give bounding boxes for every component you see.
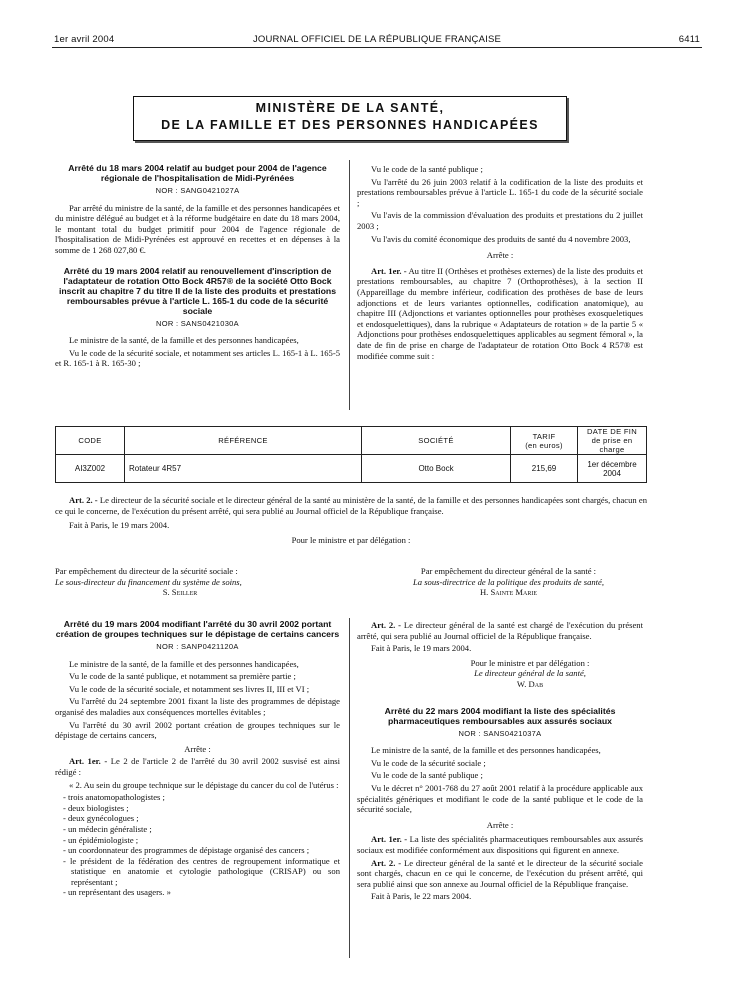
signature-left-line-1: Par empêchement du directeur de la sécurité sociale : (55, 566, 238, 576)
table-header-tarif-label: TARIF (532, 431, 556, 441)
table-header-date-fin-sub: de prise en charge (591, 436, 633, 454)
table-header-date-fin (578, 427, 647, 455)
arrete-2-title: Arrêté du 19 mars 2004 relatif au renouvellement d'inscription de l'adaptateur de rotation Otto Bock 4R57® de la société Otto Bock inscrit au chapitre 7 du titre II de la liste des produits et prestations remboursables prévue à l'article L. 165-1 du code de la sécurité sociale (58, 265, 337, 316)
arrete-2-para-4: Vu l'arrêté du 26 juin 2003 relatif à la codification de la liste des produits et prestations remboursables prévue à l'article L. 165-1 du code de la sécurité sociale ; (357, 176, 643, 208)
arrete-2-art2-label: Art. 2. - (69, 495, 98, 505)
arrete-3-title: Arrêté du 19 mars 2004 modifiant l'arrêté du 30 avril 2002 portant création de groupes techniques sur le dépistage de certains cancers (55, 619, 340, 639)
column-divider-bottom (349, 618, 350, 958)
arrete-2-done: Fait à Paris, le 19 mars 2004. (69, 520, 170, 531)
arrete-4-art2-text: Le directeur général de la santé et le directeur de la sécurité sociale sont chargés, chacun en ce qui le concerne, de l'exécution du présent arrêté, qui sera publié ainsi que son annexe au Journal officiel de la République française. (357, 857, 643, 889)
table-row (56, 455, 647, 483)
list-item: - un médecin généraliste ; (63, 823, 152, 834)
header-date: 1er avril 2004 (54, 34, 115, 45)
arrete-2-signature-right (370, 566, 647, 598)
list-item: - un représentant des usagers. » (63, 887, 171, 898)
arrete-3-signature-line-2: Le directeur général de la santé, (474, 668, 586, 679)
arrete-2-para-6: Vu l'avis du comité économique des produits de santé du 4 novembre 2003, (371, 233, 631, 244)
list-item: - trois anatomopathologistes ; (63, 792, 165, 803)
arrete-2-para-3: Vu le code de la santé publique ; (371, 164, 483, 174)
ministry-heading (133, 96, 567, 141)
arrete-3-para-3: Vu le code de la sécurité sociale, et notamment ses livres II, III et VI ; (69, 683, 310, 694)
signature-right-line-2: La sous-directrice de la politique des produits de santé, (412, 576, 605, 587)
arrete-3-para-5: Vu l'arrêté du 30 avril 2002 portant création de groupes techniques sur le dépistage de certains cancers, (55, 719, 340, 741)
table-cell-date-fin: 1er décembre 2004 (578, 455, 647, 483)
arrete-3-para-1: Le ministre de la santé, de la famille et des personnes handicapées, (69, 658, 299, 669)
signature-left-line-2: Le sous-directeur du financement du système de soins, (55, 576, 242, 587)
arrete-3-art2-label: Art. 2. - (371, 620, 401, 630)
header-page-number: 6411 (678, 34, 700, 45)
ministry-line-1: MINISTÈRE DE LA SANTÉ, (255, 101, 445, 115)
arrete-2-para-1: Le ministre de la santé, de la famille et des personnes handicapées, (69, 335, 299, 346)
arrete-2-art2-text: Le directeur de la sécurité sociale et le directeur général de la santé au ministère de la santé, de la famille et des personnes handicapées sont chargés, chacun en ce qui le concerne, de l'exécution du présent arrêté, qui sera publié au Journal officiel de la République française. (55, 495, 647, 516)
arrete-3-done: Fait à Paris, le 19 mars 2004. (371, 643, 472, 654)
table-header-tarif-unit: (en euros) (525, 440, 563, 450)
arrete-3-para-2: Vu le code de la santé publique, et notamment sa première partie ; (69, 671, 296, 682)
table-cell-societe: Otto Bock (362, 455, 511, 483)
arrete-1-nor: NOR : SANG0421027A (155, 186, 240, 195)
arrete-1-title: Arrêté du 18 mars 2004 relatif au budget pour 2004 de l'agence régionale de l'hospitalisation de Midi-Pyrénées (68, 163, 327, 183)
arrete-3-signature (417, 658, 643, 690)
table-header-societe: SOCIÉTÉ (362, 427, 511, 455)
arrete-1-body: Par arrêté du ministre de la santé, de la famille et des personnes handicapées et du ministre délégué au budget et à la réforme budgétaire en date du 18 mars 2004, le montant total du budget primitif pour 2004 de l'agence régionale de l'hospitalisation de Midi-Pyrénées est approuvé en recettes et en dépenses à la somme de 1 268 027,80 €. (55, 202, 340, 255)
arrete-2-nor: NOR : SANS0421030A (156, 318, 239, 328)
arrete-2-para-2: Vu le code de la sécurité sociale, et notamment ses articles L. 165-1 à L. 165-5 et R. 165-1 à R. 165-30 ; (55, 347, 340, 369)
arrete-3-quote: « 2. Au sein du groupe technique sur le dépistage du cancer du col de l'utérus : (69, 779, 339, 790)
arrete-4-art1-text: La liste des spécialités pharmaceutiques remboursables aux assurés sociaux est modifiée conformément aux dispositions qui figurent en annexe. (357, 834, 643, 855)
table-cell-code: AI3Z002 (56, 455, 125, 483)
signature-right-name: H. Sainte Marie (479, 587, 538, 598)
arrete-2-art1-label: Art. 1er. - (371, 265, 407, 276)
list-item: - deux biologistes ; (63, 802, 129, 813)
arrete-4-para-3: Vu le code de la santé publique ; (371, 770, 483, 781)
list-item: - un épidémiologiste ; (63, 834, 139, 845)
header-journal-title: JOURNAL OFFICIEL DE LA RÉPUBLIQUE FRANÇAISE (252, 34, 502, 45)
column-divider-top (349, 160, 350, 410)
list-item: - le président de la fédération des centres de regroupement informatique et statistique en anatomie et cytologie pathologique (CRISAP) ou son représentant ; (63, 855, 340, 887)
list-item: - deux gynécologues ; (63, 813, 139, 824)
arrete-3-nor: NOR : SANP0421120A (156, 642, 239, 651)
table-header-tarif (511, 427, 578, 455)
table-cell-reference: Rotateur 4R57 (125, 455, 362, 483)
arrete-4-art2-label: Art. 2. - (371, 857, 402, 868)
right-column-top (357, 164, 643, 363)
tariff-table (55, 426, 647, 483)
ministry-line-2: DE LA FAMILLE ET DES PERSONNES HANDICAPÉES (161, 118, 539, 132)
arrete-3-art1-text: Le 2 de l'article 2 de l'arrêté du 30 avril 2002 susvisé est ainsi rédigé : (55, 756, 340, 777)
arrete-3-arrete: Arrête : (184, 743, 211, 754)
arrete-2-signature-left (55, 566, 345, 598)
header-rule (52, 47, 702, 48)
arrete-3-art2-text: Le directeur général de la santé est chargé de l'exécution du présent arrêté, qui sera publié au Journal officiel de la République française. (357, 620, 643, 641)
arrete-2-art1-text: Au titre II (Orthèses et prothèses externes) de la liste des produits et prestations remboursables, au chapitre 7 (Orthoprothèses), à la section II (Appareillage du membre inférieur, codification des prothèses de base de leurs adjonctions et de leurs variantes optionnelles, codification anatomique), au chapitre III (Adjonctions et variantes optionnelles pour prothèses exosqueletiques et endosquelettiques), dans la rubrique « Adaptateurs de rotation » de la partie 5 « Adjonctions pour prothèses endosquelettiques applicables au segment fémoral », la date de fin de prise en charge de l'adaptateur de rotation Otto Bock 4 R57® est modifiée comme suit : (357, 265, 643, 361)
signature-right-line-1: Par empêchement du directeur général de la santé : (420, 566, 597, 576)
arrete-4-done: Fait à Paris, le 22 mars 2004. (371, 891, 472, 902)
arrete-2-closing (55, 495, 647, 545)
arrete-3-member-list (55, 792, 340, 898)
arrete-4-para-1: Le ministre de la santé, de la famille et des personnes handicapées, (371, 745, 601, 756)
arrete-4-nor: NOR : SANS0421037A (458, 728, 542, 738)
table-header-code: CODE (56, 427, 125, 455)
list-item: - un coordonnateur des programmes de dépistage organisé des cancers ; (63, 845, 310, 856)
signature-left-name: S. Seiller (162, 587, 198, 598)
arrete-2-arrete: Arrête : (486, 250, 514, 261)
arrete-3-signature-line-1: Pour le ministre et par délégation : (470, 657, 590, 668)
arrete-3-signature-name: W. Dab (516, 678, 544, 689)
left-column-bottom (55, 619, 340, 898)
table-header-date-fin-label: DATE DE FIN (587, 427, 637, 436)
arrete-4-arrete: Arrête : (486, 819, 514, 830)
left-column-top (55, 163, 340, 371)
arrete-4-para-4: Vu le décret n° 2001-768 du 27 août 2001 relatif à la procédure applicable aux spécialités génériques et modifiant le code de la santé publique et le code de la sécurité sociale, (357, 782, 643, 815)
right-column-bottom (357, 620, 643, 904)
arrete-4-para-2: Vu le code de la sécurité sociale ; (371, 757, 486, 768)
arrete-3-art1-label: Art. 1er. - (69, 756, 108, 767)
table-cell-tarif: 215,69 (511, 455, 578, 483)
arrete-4-title: Arrêté du 22 mars 2004 modifiant la liste des spécialités pharmaceutiques remboursables aux assurés sociaux (384, 705, 616, 726)
table-header-reference: RÉFÉRENCE (125, 427, 362, 455)
table-header-row (56, 427, 647, 455)
arrete-2-pour: Pour le ministre et par délégation : (291, 534, 411, 545)
arrete-4-art1-label: Art. 1er. - (371, 834, 408, 845)
arrete-3-para-4: Vu l'arrêté du 24 septembre 2001 fixant la liste des programmes de dépistage organisé des maladies aux conséquences mortelles évitables ; (55, 696, 340, 717)
arrete-2-para-5: Vu l'avis de la commission d'évaluation des produits et prestations du 2 juillet 2003 ; (357, 210, 643, 231)
